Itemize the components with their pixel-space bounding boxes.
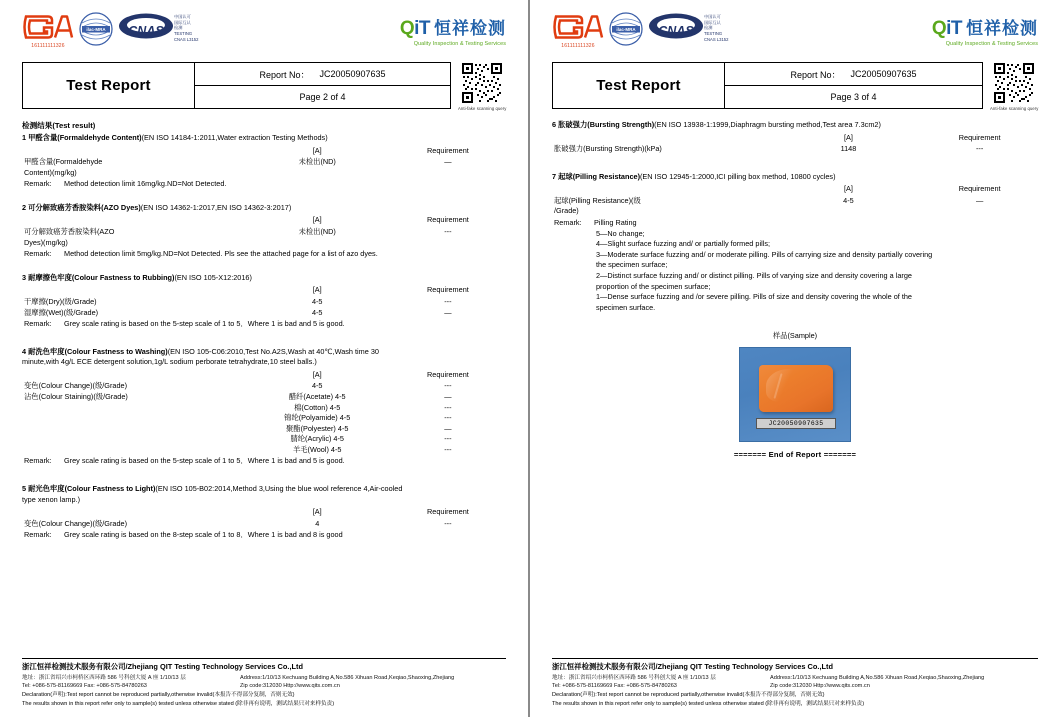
table-row [22,413,506,424]
footer-tel: Tel: +086-575-81169669 Fax: +086-575-84780263 [552,683,677,690]
section-4-row-5-value: 腈纶(Acrylic) 4-5 [290,434,344,444]
section-4-remark [22,456,506,467]
report-number-cell [725,63,982,86]
section-3-row-0-value: 4-5 [311,296,323,306]
qit-chinese-name: 恒祥检测 [434,19,506,38]
section-5-number: 5 [22,484,27,494]
section-2-remark-text: Method detection limit 5mg/kg.ND=Not Detected. Pls see the attached page for a list of azo dyes. [64,249,378,259]
section-3-row-1-value: 4-5 [311,307,323,317]
section-7-item-line2: /Grade) [554,206,579,216]
section-3-row-0-req: --- [444,296,452,306]
section-4-method-line2: minute,with 4g/L ECE detergent solution,1g/L sodium perborate tetrahydrate,10 steel balls.) [22,357,317,367]
section-4-remark-text: Grey scale rating is based on the 5-step scale of 1 to 5．Where 1 is bad and 5 is good. [64,456,345,466]
col-req-header: Requirement [427,145,469,155]
section-6-col-req: Requirement [958,132,1001,142]
section-6-method: (EN ISO 13938-1:1999,Diaphragm bursting method,Test area 7.3cm2) [654,120,881,129]
section-4-row-6-value: 羊毛(Wool) 4-5 [292,444,342,454]
report-number-cell [195,63,450,86]
section-3-row-1-req: — [444,307,452,317]
section-5-col-req: Requirement [427,507,469,517]
section-5-row-0-value: 4 [315,518,320,528]
section-2-name-en: (AZO Dyes) [101,202,141,212]
table-row [22,308,506,319]
section-7-requirement: — [976,195,984,205]
section-7-name-cn: 起球 [558,171,573,181]
qit-letters-it: iT [946,18,962,39]
section-1-method: (EN ISO 14184-1:2011,Water extraction Testing Methods) [141,133,328,142]
page-number: Page 3 of 4 [830,92,877,102]
footer-company-name: 浙江恒祥检测技术服务有限公司/Zhejiang QIT Testing Technology Services Co.,Ltd [552,662,834,672]
right-page-body [552,111,1038,656]
section-1-value: 未检出(ND) [298,157,336,167]
section-1-column-headers [22,146,506,157]
sample-fabric [759,365,833,412]
footer-declaration: Declaration(声明):Test report cannot be reproduced partially,otherwise invalid(本报告不得部分复制，否则无效) [552,692,825,699]
section-7-item [552,196,776,217]
section-1-result-row [22,157,506,178]
pilling-rating-line: 2—Distinct surface fuzzing and/ or distinct pilling. Pills of varying size and density covering a large [596,270,912,280]
section-5-method-line2: type xenon lamp.) [22,494,81,504]
section-1-remark-label: Remark: [24,179,52,189]
section-2-item [22,227,245,248]
sample-caption: 样品(Sample) [772,331,818,341]
section-7-name-en: (Pilling Resistance) [572,171,640,181]
section-3-number: 3 [22,272,27,282]
section-4-name-en: (Colour Fastness to Washing) [64,346,168,356]
section-3-row-0-item: 干摩擦(Dry)(级/Grade) [24,296,97,306]
section-1-item [22,157,245,178]
section-3-col-a: [A] [312,285,322,295]
cma-mark-icon [552,12,604,42]
section-5-name-en: (Colour Fastness to Light) [64,484,156,494]
report-no-label: Report No： [259,69,310,80]
accreditation-logos-right [552,12,728,49]
table-row [22,381,506,392]
section-3-name-cn: 耐摩擦色牢度 [28,272,72,282]
section-7-heading [552,172,1038,183]
section-washing-fastness [22,347,506,467]
sample-photo [739,347,851,442]
section-7-result-row [552,196,1038,217]
section-2-value: 未检出(ND) [298,227,336,237]
logo-row-left [22,12,506,60]
section-6-heading [552,120,1038,131]
qit-tagline: Quality Inspection & Testing Services [945,41,1038,47]
footer-divider [22,658,506,659]
col-a-header: [A] [312,145,322,155]
section-1-item-line1: 甲醛含量(Formaldehyde [24,157,103,167]
section-4-row-1-req: — [444,391,452,401]
section-5-heading [22,484,506,505]
section-azo-dyes [22,203,506,260]
qit-letters-it: iT [414,18,430,39]
footer-address-en: Address:1/10/13 Kechuang Building A,No.586 Xihuan Road,Keqiao,Shaoxing,Zhejiang [240,674,455,681]
qit-letter-q: Q [399,18,415,39]
section-2-item-line1: 可分解致癌芳香胺染料(AZO [24,227,115,237]
pilling-rating-line: 3—Moderate surface fuzzing and/ or moderate pilling. Pills of carrying size and density partially covering [596,249,933,259]
page-number: Page 2 of 4 [299,92,346,102]
section-4-row-1-value: 醋纤(Acetate) 4-5 [288,391,346,401]
section-6-row-0-value: 1148 [840,144,857,154]
section-1-name-en: (Formaldehyde Content) [57,133,142,142]
accreditation-logos [22,12,198,49]
report-title: Test Report [66,77,151,94]
section-4-row-6-req: --- [444,444,452,454]
cnas-logo [118,12,198,44]
section-4-number: 4 [22,346,27,356]
section-3-col-req: Requirement [427,285,469,295]
section-7-value: 4-5 [843,195,854,205]
svg-text:CNAS: CNAS [128,24,164,38]
qit-tagline: Quality Inspection & Testing Services [413,41,506,47]
footer-declaration: Declaration(声明):Test report cannot be reproduced partially,otherwise invalid(本报告不得部分复制，否则无效) [22,692,295,699]
section-4-name-cn: 耐洗色牢度 [28,346,65,356]
report-no-label: Report No： [790,69,841,80]
cnas-mark-icon [118,12,174,44]
section-3-method: (EN ISO 105-X12:2016) [174,272,252,282]
table-row [22,297,506,308]
table-row [22,403,506,414]
section-1-number: 1 [22,133,27,142]
cma-number: 161111111326 [31,43,65,49]
section-4-column-headers [22,370,506,381]
report-title: Test Report [596,77,681,94]
pilling-rating-line: 5—No change; [596,228,645,238]
section-7-item-line1: 起球(Pilling Resistance)(级 [554,195,641,205]
section-bursting-strength [552,120,1038,155]
section-5-column-headers [22,507,506,518]
section-6-column-headers [552,133,1038,144]
qit-brand-logo-right [932,14,1038,47]
section-7-remark-label: Remark: [554,218,582,228]
section-7-number: 7 [552,171,557,181]
table-row [22,519,506,530]
section-6-name-en: (Bursting Strength) [587,120,655,129]
title-table [552,62,983,109]
section-1-remark-text: Method detection limit 16mg/kg.ND=Not Detected. [64,179,227,189]
section-5-remark-text: Grey scale rating is based on the 8-step scale of 1 to 8．Where 1 is bad and 8 is good [64,530,343,540]
section-4-row-4-req: — [444,423,452,433]
section-2-col-a: [A] [312,215,322,225]
qr-caption: Anti-fake scanning query [990,106,1039,111]
page-number-cell [195,86,450,108]
table-row [22,392,506,403]
cnas-logo-right [648,12,728,44]
pilling-rating-line: specimen surface. [596,302,656,312]
section-6-row-0-req: --- [976,144,984,154]
footer-zip-url: Zip code:312030 Http://www.qits.com.cn [770,683,870,690]
logo-row-right [552,12,1038,60]
ilac-mra-logo-icon [609,12,643,46]
qr-caption: Anti-fake scanning query [458,106,507,111]
section-2-remark-label: Remark: [24,249,52,259]
footer-results-note: The results shown in this report refer only to sample(s) tested unless otherwise stated (除非再有说明，测试结果只对来样负责) [22,701,335,708]
section-1-name-cn: 甲醛含量 [28,133,58,142]
section-7-col-req: Requirement [958,184,1001,194]
section-1-requirement: — [444,157,452,167]
left-page-body [22,111,506,656]
section-4-row-0-item: 变色(Colour Change)(级/Grade) [24,381,128,391]
section-2-heading [22,203,506,214]
svg-text:ilac-MRA: ilac-MRA [616,27,636,32]
pilling-rating-line: 1—Dense surface fuzzing and /or severe pilling. Pills of size and density covering the whole of the [596,292,912,302]
section-4-heading [22,347,506,368]
section-3-row-1-item: 湿摩擦(Wet)(级/Grade) [24,307,99,317]
section-light-fastness [22,484,506,541]
section-7-col-a: [A] [843,184,853,194]
title-table [22,62,451,109]
section-2-method: (EN ISO 14362-1:2017,EN ISO 14362-3:2017) [140,202,292,212]
section-5-row-0-item: 变色(Colour Change)(级/Grade) [24,518,128,528]
footer-zip-url: Zip code:312030 Http://www.qits.com.cn [240,683,340,690]
qit-letter-q: Q [931,18,947,39]
footer-divider [552,658,1038,659]
sample-photo-area [552,331,1038,460]
section-3-remark-label: Remark: [24,319,52,329]
section-4-row-4-value: 聚酯(Polyester) 4-5 [285,423,349,433]
cnas-caption: 中国认可 国际互认 检测 TESTING CNAS L3152 [704,14,729,42]
section-5-remark [22,530,506,541]
section-5-col-a: [A] [312,507,322,517]
section-3-remark [22,319,506,330]
table-row [552,144,1038,155]
section-4-row-2-value: 棉(Cotton) 4-5 [294,402,341,412]
report-header-left [22,62,506,111]
footer-right [552,656,1038,709]
section-6-row-0-item: 胀破强力(Bursting Strength)(kPa) [554,144,662,154]
section-2-requirement: --- [444,227,452,237]
section-4-row-1-item: 沾色(Colour Staining)(级/Grade) [24,391,128,401]
cnas-mark-icon [648,12,704,44]
cma-number: 161111111326 [561,43,595,49]
svg-text:CNAS: CNAS [658,24,694,38]
qit-brand-logo [400,14,506,47]
section-4-row-2-req: --- [444,402,452,412]
cma-logo [22,12,74,49]
svg-text:ilac-MRA: ilac-MRA [86,27,106,32]
section-4-col-a: [A] [312,369,322,379]
report-header-right [552,62,1038,111]
qr-block-left [458,62,506,111]
cnas-caption: 中国认可 国际互认 检测 TESTING CNAS L3152 [174,14,199,42]
table-row [22,434,506,445]
section-6-number: 6 [552,120,557,129]
section-4-row-0-value: 4-5 [311,381,323,391]
sample-id-label: JC20050907635 [756,418,836,429]
section-4-method-line1: (EN ISO 105-C06:2010,Test No.A2S,Wash at 40℃,Wash time 30 [167,346,379,356]
qit-chinese-name: 恒祥检测 [966,19,1038,38]
footer-company-name: 浙江恒祥检测技术服务有限公司/Zhejiang QIT Testing Technology Services Co.,Ltd [22,662,304,672]
footer-tel: Tel: +086-575-81169669 Fax: +086-575-84780263 [22,683,147,690]
section-6-col-a: [A] [843,132,853,142]
section-4-remark-label: Remark: [24,456,52,466]
section-5-remark-label: Remark: [24,530,52,540]
section-6-name-cn: 胀破强力 [558,120,588,129]
section-2-column-headers [22,215,506,226]
footer-address-line [552,674,1038,683]
section-4-row-3-value: 锦纶(Polyamide) 4-5 [284,413,351,423]
report-title-cell [553,63,725,108]
section-2-result-row [22,227,506,248]
footer-results-note: The results shown in this report refer only to sample(s) tested unless otherwise stated (除非再有说明，测试结果只对来样负责) [552,701,865,708]
footer-address-cn: 地址：浙江省绍兴市柯桥区西环路 586 号科创大厦 A 座 1/10/13 层 [22,674,186,681]
section-3-name-en: (Colour Fastness to Rubbing) [71,272,175,282]
section-5-row-0-req: --- [444,518,452,528]
test-result-title: 检测结果(Test result) [22,121,96,130]
section-3-heading [22,273,506,284]
cma-mark-icon [22,12,74,42]
section-7-column-headers [552,184,1038,195]
section-2-col-req: Requirement [427,215,469,225]
section-4-row-3-req: --- [444,413,452,423]
section-2-item-line2: Dyes)(mg/kg) [24,237,68,247]
section-1-heading [22,133,506,144]
report-title-cell [23,63,195,108]
footer-left [22,656,506,709]
footer-address-en: Address:1/10/13 Kechuang Building A,No.586 Xihuan Road,Keqiao,Shaoxing,Zhejiang [770,674,985,681]
end-of-report: ======= End of Report ======= [733,449,857,459]
qr-code-icon [993,62,1035,104]
ilac-mra-logo-icon [79,12,113,46]
report-page-3 [530,0,1060,717]
table-row [22,445,506,456]
section-1-item-line2: Content)(mg/kg) [24,167,77,177]
section-4-row-5-req: --- [444,434,452,444]
section-5-method-line1: (EN ISO 105-B02:2014,Method 3,Using the blue wool reference 4,Air-cooled [155,484,403,494]
section-rubbing-fastness [22,273,506,330]
cma-logo-right [552,12,604,49]
section-2-number: 2 [22,202,27,212]
footer-contact-line [22,682,506,691]
qr-block-right [990,62,1038,111]
section-3-column-headers [22,285,506,296]
section-4-col-req: Requirement [427,369,469,379]
section-5-name-cn: 耐光色牢度 [28,484,65,494]
pilling-rating-line: proportion of the specimen surface; [596,281,711,291]
footer-address-line [22,674,506,683]
section-7-remark-title: Pilling Rating [594,218,637,228]
section-4-row-0-req: --- [444,381,452,391]
qr-code-icon [461,62,503,104]
report-no-value: JC20050907635 [850,69,917,79]
section-7-remark [552,218,1038,229]
section-1-remark [22,179,506,190]
section-2-name-cn: 可分解致癌芳香胺染料 [28,202,102,212]
report-no-value: JC20050907635 [319,69,386,79]
page-number-cell [725,86,982,108]
section-3-remark-text: Grey scale rating is based on the 5-step scale of 1 to 5．Where 1 is bad and 5 is good. [64,319,345,329]
section-2-remark [22,249,506,260]
pilling-rating-line: the specimen surface; [596,260,668,270]
pilling-rating-line: 4—Slight surface fuzzing and/ or partially formed pills; [596,239,770,249]
footer-contact-line [552,682,1038,691]
section-7-method: (EN ISO 12945-1:2000,ICI pilling box method, 10800 cycles) [640,171,836,181]
table-row [22,424,506,435]
footer-address-cn: 地址：浙江省绍兴市柯桥区西环路 586 号科创大厦 A 座 1/10/13 层 [552,674,716,681]
section-formaldehyde [22,133,506,190]
section-pilling-resistance [552,172,1038,314]
